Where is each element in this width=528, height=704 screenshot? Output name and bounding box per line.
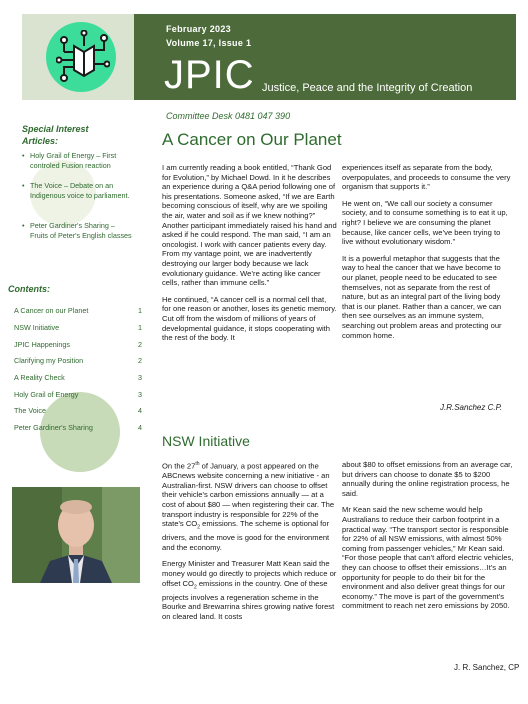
decorative-circle — [40, 392, 120, 472]
toc-entry[interactable]: A Reality Check 3 — [14, 373, 142, 382]
issue-date: February 2023 — [166, 24, 231, 34]
paragraph: It is a powerful metaphor that suggests that the way to heal the cancer that we have become to our planet, people need to be educated to see themselves, not as separate from the rest of nature, but as an integral part of the living body that is our planet. Rather than a cancer, we can then see ourselves as an immune system, searching out problem areas and protecting our common home. — [342, 253, 502, 340]
committee-desk-phone: Committee Desk 0481 047 390 — [166, 111, 291, 121]
toc-entry[interactable]: Clarifying my Position 2 — [14, 356, 142, 365]
toc-entry[interactable]: Holy Grail of Energy 3 — [14, 390, 142, 399]
paragraph: I am currently reading a book entitled, “Thank God for Evolution,” by Michael Dowd. In it he describes an experience during a Q&A period following one of his presentations. Someone asked, “If we are Earth becoming conscious of itself, why are we spoiling the air, water and soil as if we knew nothing?” Another participant immediately raised his hand and asked if he could respond. The man said, “I am an oncologist. I work with cancer patients every day. From my vantage point, we are inadvertently destroying our larger body because we lack evolutionary guidance. We’re acting like cancer cells, rather than immune cells.” — [162, 163, 337, 288]
toc-entry[interactable]: NSW Initiative 1 — [14, 323, 142, 332]
article-title: A Cancer on Our Planet — [162, 130, 342, 149]
special-interest-item: • Peter Gardiner's Sharing – Fruits of Peter's English classes — [22, 221, 132, 240]
article-column — [342, 163, 512, 347]
issue-number: Volume 17, Issue 1 — [166, 38, 252, 48]
circuit-book-icon — [56, 30, 110, 84]
author-signature: J. R. Sanchez, CP — [454, 663, 520, 672]
special-interest-item: • The Voice – Debate on an Indigenous voice to parliament. — [22, 181, 130, 200]
paragraph: He went on, “We call our society a consumer society, and to consume something is to eat it up, right? I believe we are consuming the planet because, like cancer cells, we’ve been trying to live without evolutionary wisdom.” — [342, 198, 508, 247]
portrait-photo — [12, 487, 140, 583]
article-column — [162, 460, 337, 628]
contents-title: Contents: — [8, 284, 50, 294]
paragraph: about $80 to offset emissions from an average car, but drivers can choose to donate $5 to $200 annually during the online registration process, he said. — [342, 460, 513, 498]
paragraph: Energy Minister and Treasurer Matt Kean said the money would go directly to projects which reduce or offset $CO_2$ emissions in the country. One of these projects involves a regeneration scheme in the Bourke and Brewarrina shires growing native forest on cleared land. It costs — [162, 559, 337, 621]
toc-entry[interactable]: A Cancer on our Planet 1 — [14, 306, 142, 315]
paragraph: Mr Kean said the new scheme would help Australians to reduce their carbon footprint in a practical way. “The transport sector is responsible for 22% of all NSW emissions, with almost 50% coming from passenger vehicles,” Mr Kean said. “For those people that can't afford electric vehicles, they can choose to offset their emissions…It's an opportunity for people to do their bit for the environment and also deliver great things for our economy.” The move is part of the government’s commitment to reach net zero emissions by 2050. — [342, 505, 514, 611]
masthead-title: JPIC — [164, 53, 255, 97]
article-column — [162, 163, 337, 350]
special-interest-item: • Holy Grail of Energy – First controled Fusion reaction — [22, 151, 117, 170]
paragraph: He continued, “A cancer cell is a normal cell that, for one reason or another, loses its genetic memory. Cut off from the wisdom of millions of years of developmental guidance, it stops cooperating with the rest of the body. It — [162, 294, 337, 343]
article-title: NSW Initiative — [162, 433, 250, 449]
toc-entry[interactable]: Peter Gardiner's Sharing 4 — [14, 423, 142, 432]
masthead-tagline: Justice, Peace and the Integrity of Creation — [262, 82, 473, 94]
special-interest-title: Special Interest Articles: — [22, 124, 89, 146]
author-signature: J.R.Sanchez C.P. — [440, 403, 503, 412]
toc-entry[interactable]: The Voice 4 — [14, 406, 142, 415]
paragraph: On the 27th of January, a post appeared on the ABCnews website concerning a new initiative - an Australian-first. NSW drivers can choose to offset their vehicle's carbon emissions annually — at a cost of about $80 — when registering their car. The transport industry is responsible for 22% of the state's $CO_2$ emissions. The scheme is optional for drivers, and the move is good for the environment and the economy. — [162, 461, 335, 552]
toc-entry[interactable]: JPIC Happenings 2 — [14, 340, 142, 349]
paragraph: experiences itself as separate from the body, overpopulates, and proceeds to consume the very organism that supports it.” — [342, 163, 511, 192]
article-column — [342, 460, 514, 618]
